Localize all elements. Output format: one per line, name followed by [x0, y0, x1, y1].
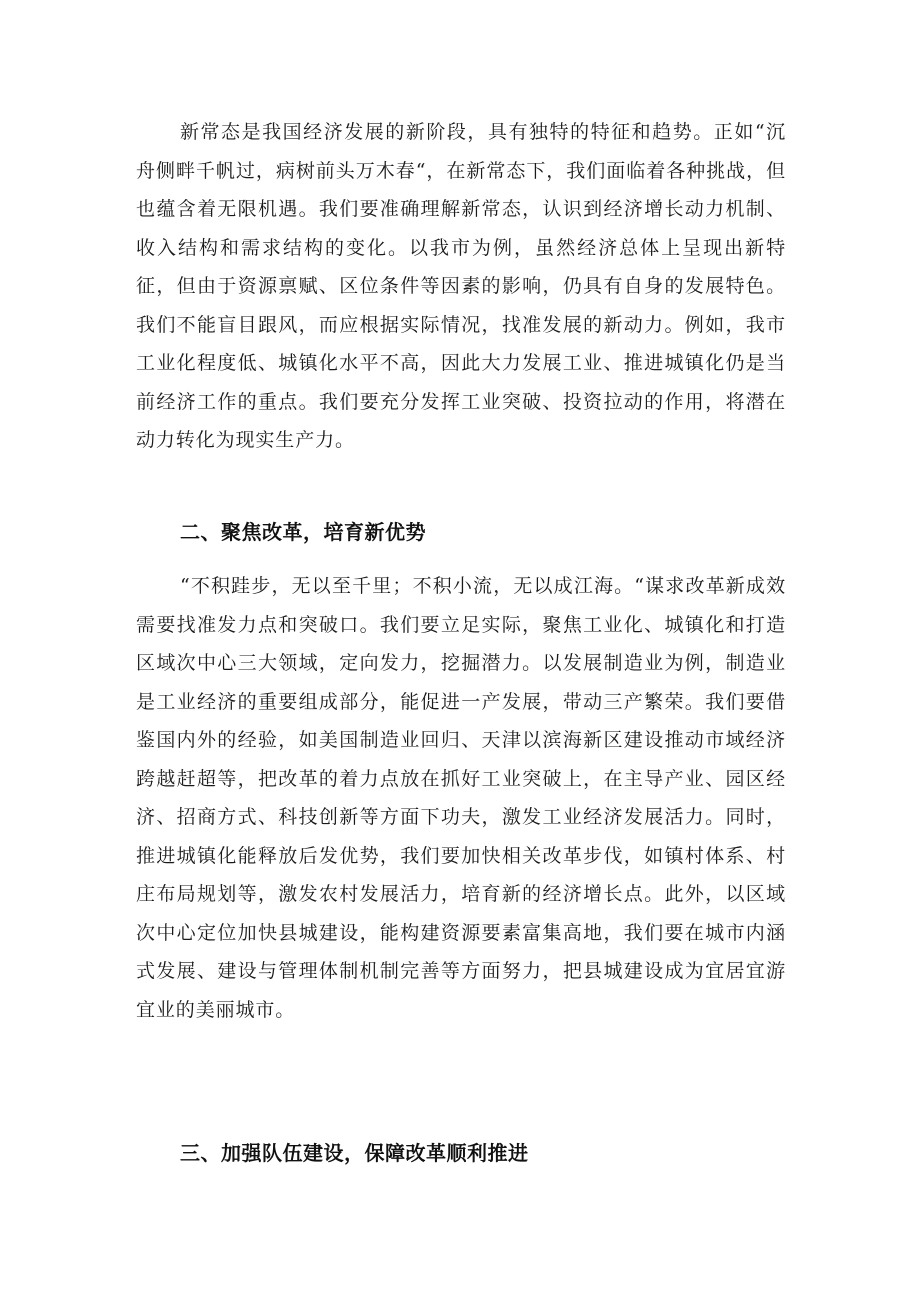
section-heading: 三、加强队伍建设，保障改革顺利推进	[180, 1141, 529, 1165]
body-paragraph: “不积跬步，无以至千里；不积小流，无以成江海。“谋求改革新成效需要找准发力点和突破口。我们要立足实际，聚焦工业化、城镇化和打造区域次中心三大领域，定向发力，挖掘潜力。以发展制造业为例，制造业是工业经济的重要组成部分，能促进一产发展，带动三产繁荣。我们要借鉴国内外的经验，如美国制造业回归、天津以滨海新区建设推动市域经济跨越赶超等，把改革的着力点放在抓好工业突破上，在主导产业、园区经济、招商方式、科技创新等方面下功夫，激发工业经济发展活力。同时，推进城镇化能释放后发优势，我们要加快相关改革步伐，如镇村体系、村庄布局规划等，激发农村发展活力，培育新的经济增长点。此外，以区域次中心定位加快县城建设，能构建资源要素富集高地，我们要在城市内涵式发展、建设与管理体制机制完善等方面努力，把县城建设成为宜居宜游宜业的美丽城市。	[136, 575, 786, 1021]
section-heading: 二、聚焦改革，培育新优势	[180, 520, 426, 544]
body-paragraph: 新常态是我国经济发展的新阶段，具有独特的特征和趋势。正如“沉舟侧畔千帆过，病树前头万木春“，在新常态下，我们面临着各种挑战，但也蕴含着无限机遇。我们要准确理解新常态，认识到经济增长动力机制、收入结构和需求结构的变化。以我市为例，虽然经济总体上呈现出新特征，但由于资源禀赋、区位条件等因素的影响，仍具有自身的发展特色。我们不能盲目跟风，而应根据实际情况，找准发展的新动力。例如，我市工业化程度低、城镇化水平不高，因此大力发展工业、推进城镇化仍是当前经济工作的重点。我们要充分发挥工业突破、投资拉动的作用，将潜在动力转化为现实生产力。	[136, 121, 786, 451]
